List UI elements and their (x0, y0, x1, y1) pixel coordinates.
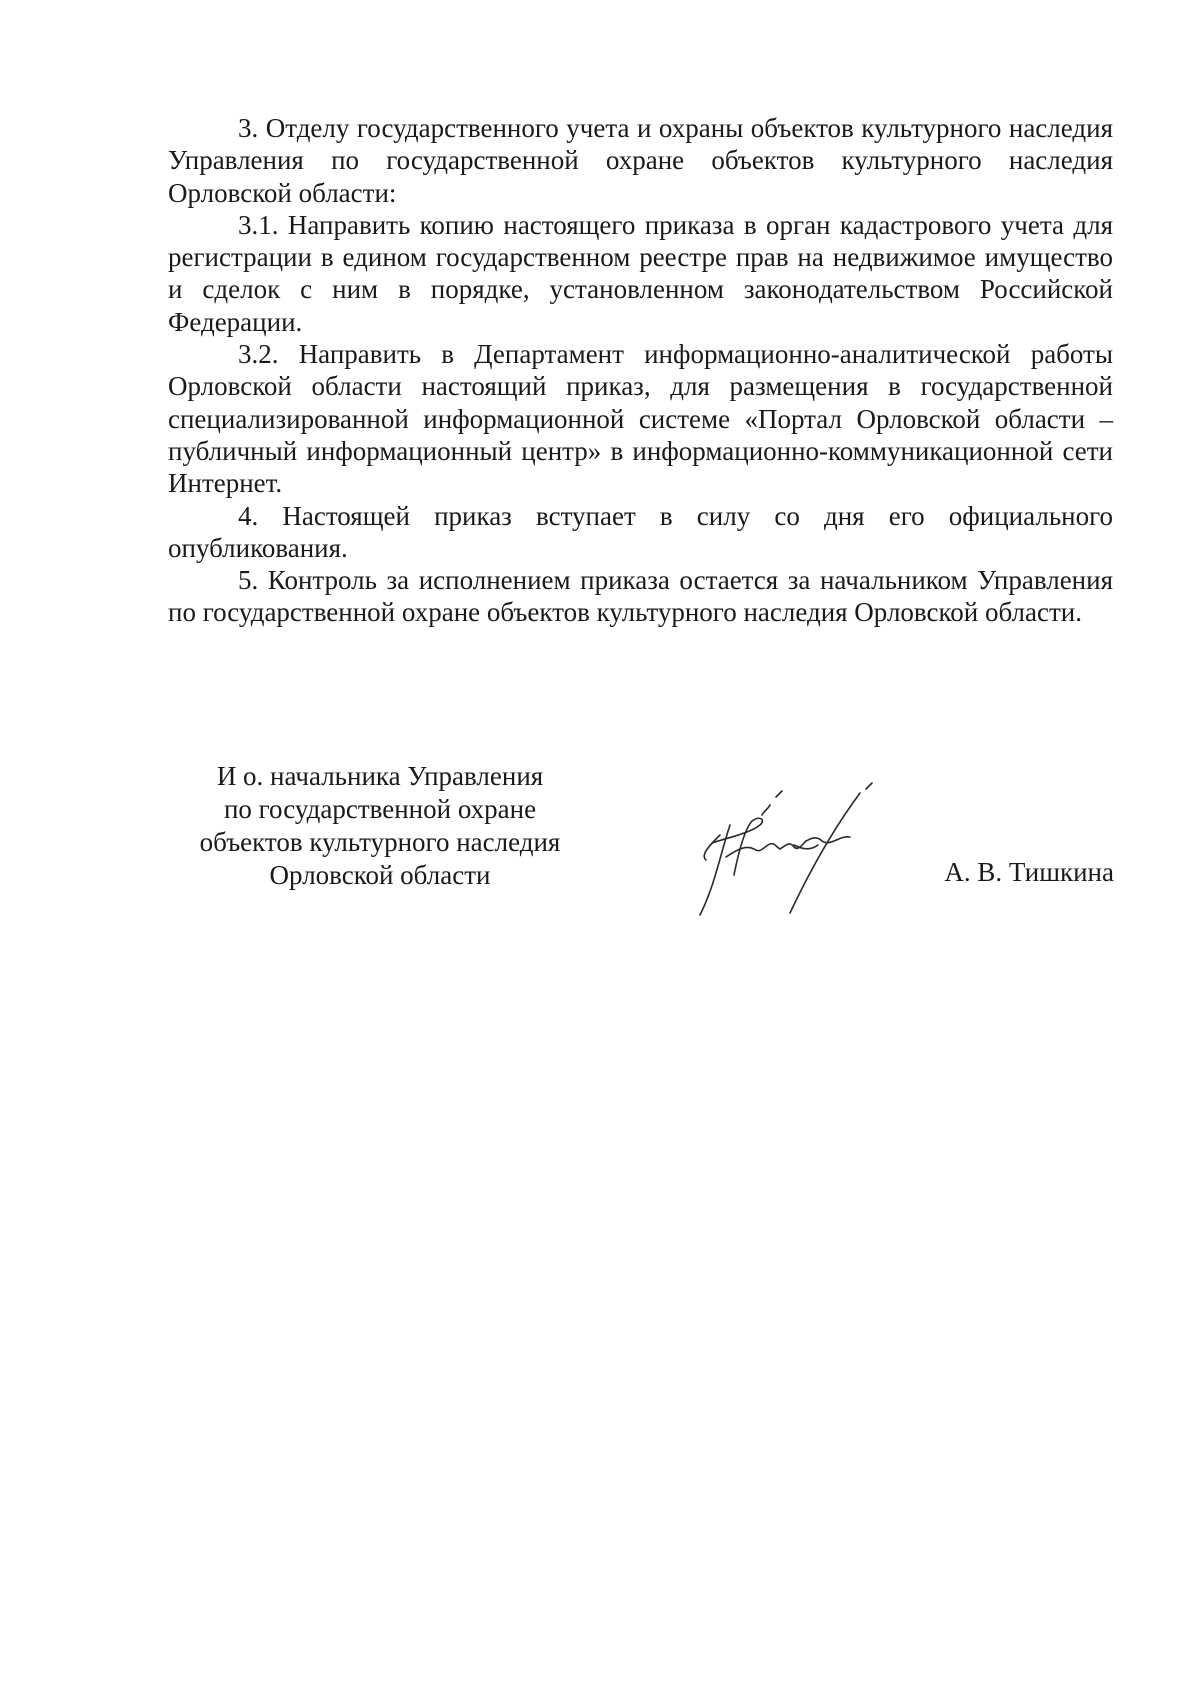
document-body (168, 112, 1113, 629)
signatory-position-line: по государственной охране (223, 794, 537, 824)
paragraph-3-2: 3.2. Направить в Департамент информационно-аналитической работы Орловской области настоящий приказ, для размещения в государственной специализированной информационной системе «Портал Орловской области – публичный информационный центр» в информационно-коммуникационной сети Интернет. (168, 339, 1113, 499)
handwritten-signature (690, 775, 910, 925)
signatory-position-line: Орловской области (269, 860, 491, 890)
paragraph-4: 4. Настоящей приказ вступает в силу со дня его официального опубликования. (168, 500, 1113, 563)
signer-name: А. В. Тишкина (944, 857, 1114, 887)
paragraph-5: 5. Контроль за исполнением приказа остается за начальником Управления по государственной охране объектов культурного наследия Орловской области. (168, 565, 1113, 628)
paragraph-3-1: 3.1. Направить копию настоящего приказа в орган кадастрового учета для регистрации в едином государственном реестре прав на недвижимое имущество и сделок с ним в порядке, установленном законодательством Российской Федерации. (168, 209, 1113, 337)
signatory-position-line: И о. начальника Управления (216, 761, 544, 791)
paragraph-3: 3. Отделу государственного учета и охраны объектов культурного наследия Управления по государственной охране объектов культурного наследия Орловской области: (168, 113, 1113, 208)
signatory-position (160, 760, 600, 892)
signatory-position-line: объектов культурного наследия (199, 827, 561, 857)
